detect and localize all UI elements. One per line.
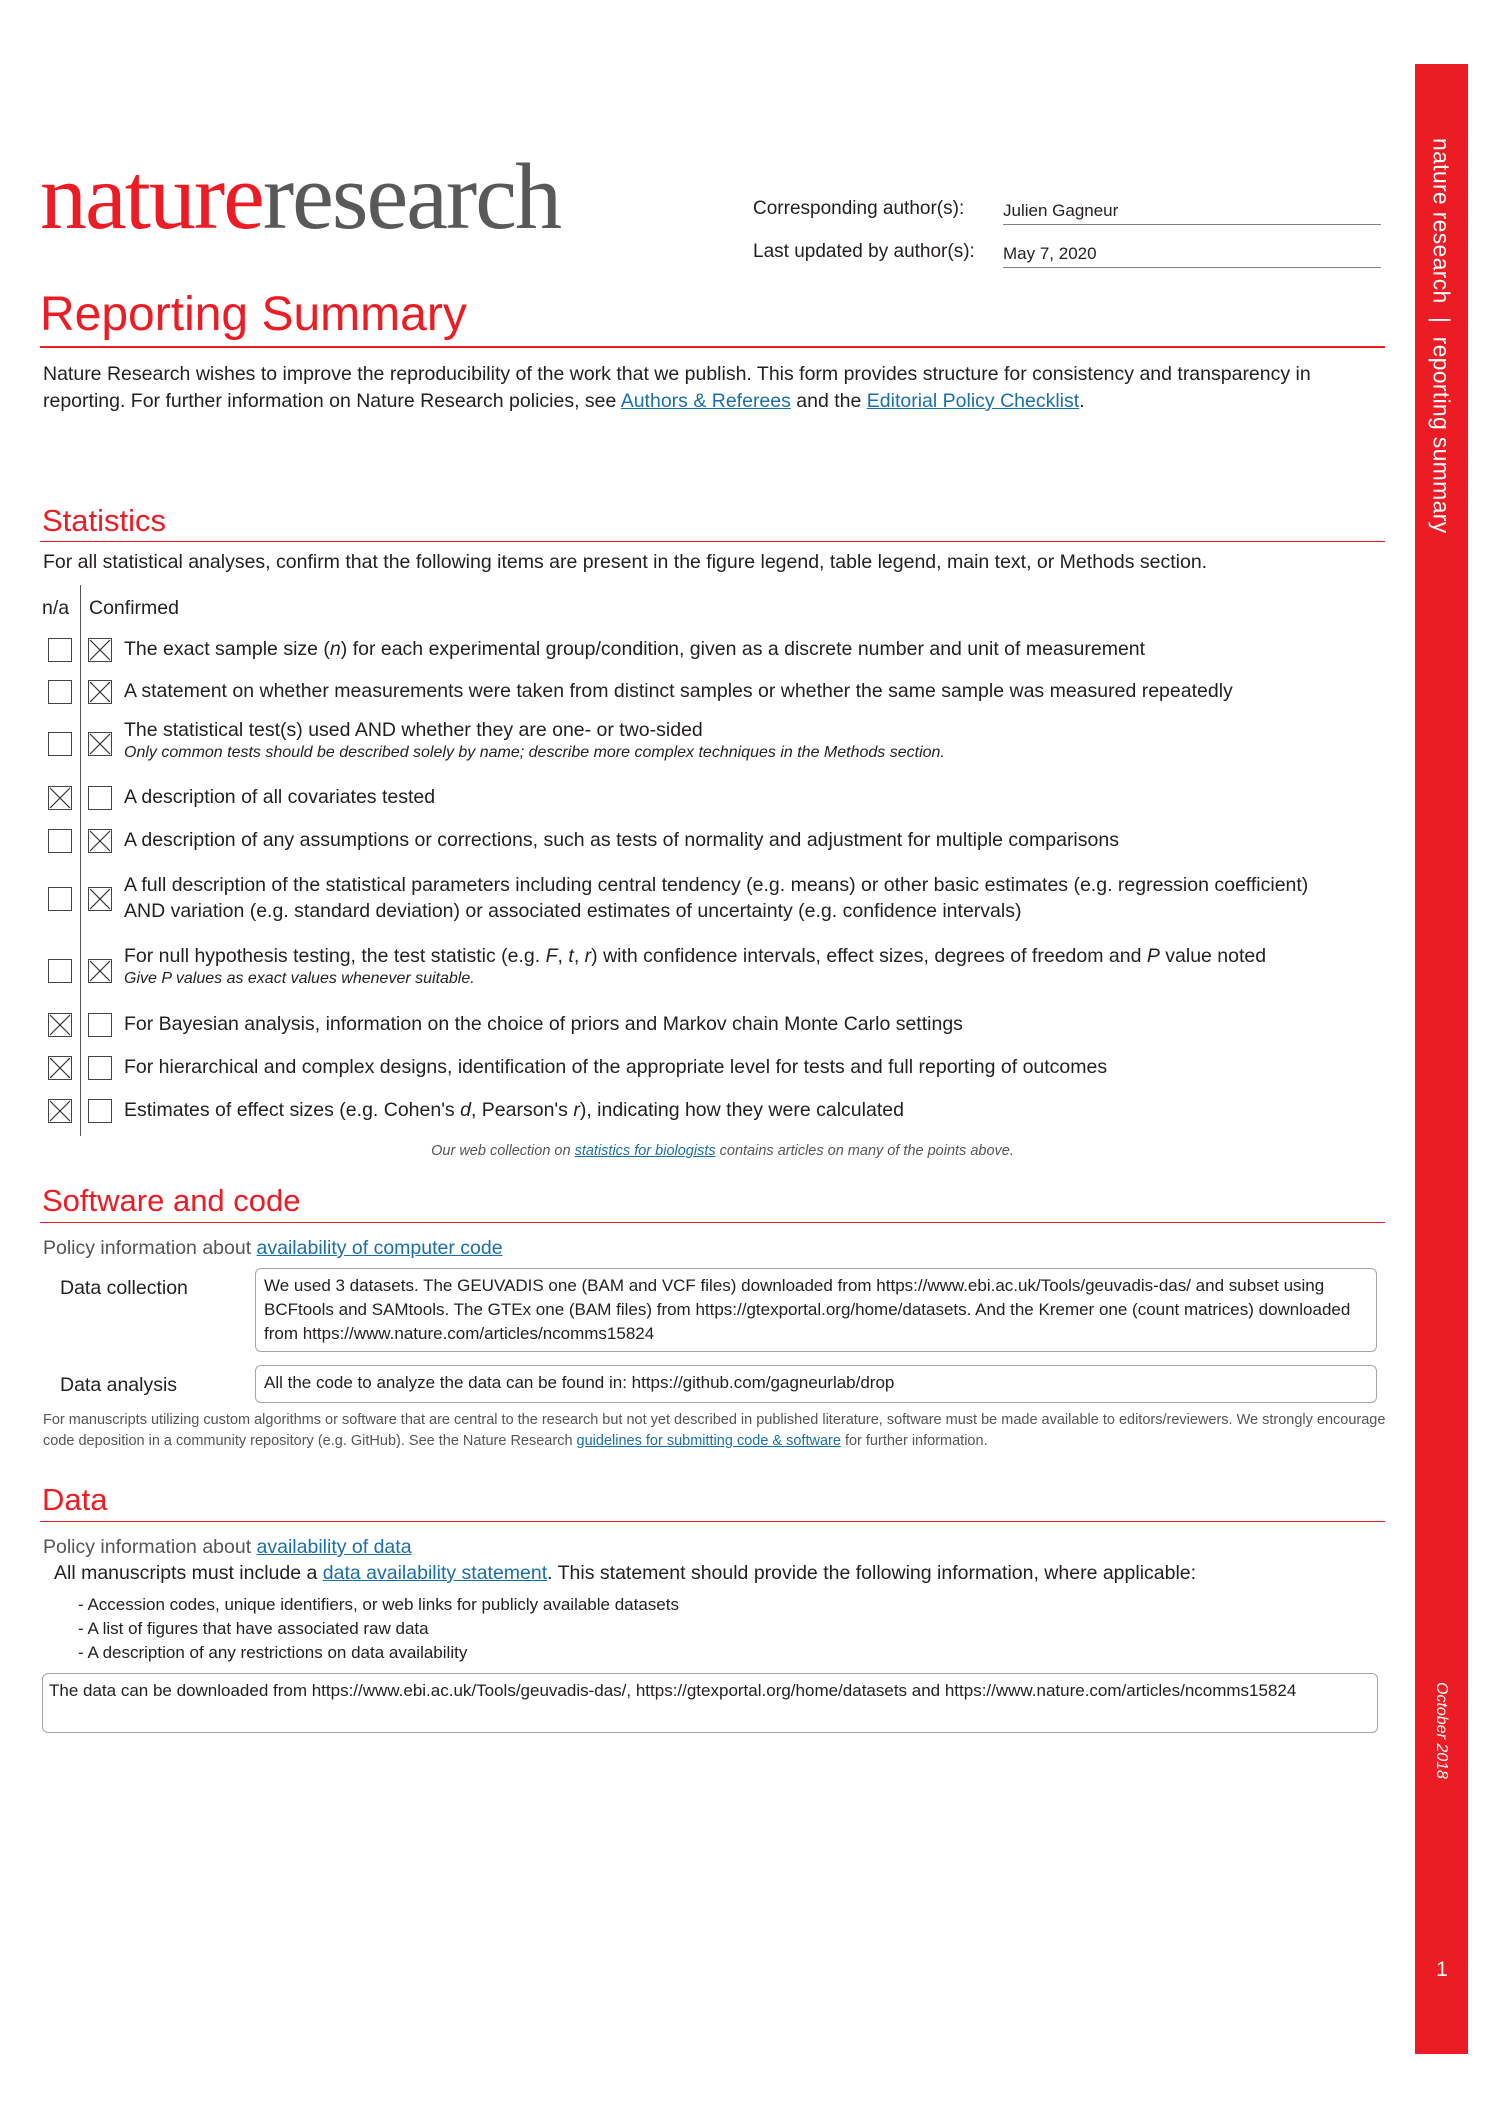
statistics-item-4: A description of all covariates tested [124, 786, 436, 808]
na-column-header: n/a [42, 597, 70, 619]
confirmed-checkbox-8[interactable] [88, 1013, 112, 1037]
na-checkbox-4[interactable] [48, 786, 72, 810]
corresponding-author-label: Corresponding author(s): [753, 198, 965, 219]
page-number: 1 [1436, 1958, 1448, 1981]
software-policy-text: Policy information about [43, 1237, 257, 1259]
logo-research: research [262, 145, 560, 249]
confirmed-checkbox-3[interactable] [88, 732, 112, 756]
computer-code-link[interactable]: availability of computer code [256, 1237, 503, 1259]
item-3-note: Only common tests should be described solely by name; describe more complex techniques in the Methods section. [124, 744, 945, 761]
item-7-em-3: r [584, 945, 592, 967]
confirmed-column-header: Confirmed [89, 597, 179, 619]
check-x-icon [49, 787, 71, 809]
item-1-em: n [329, 638, 341, 660]
software-heading: Software and code [42, 1183, 301, 1218]
confirmed-checkbox-6[interactable] [88, 887, 112, 911]
item-10-text-a: Estimates of effect sizes (e.g. Cohen's [124, 1099, 461, 1121]
confirmed-checkbox-10[interactable] [88, 1099, 112, 1123]
na-checkbox-9[interactable] [48, 1056, 72, 1080]
data-availability-field[interactable]: The data can be downloaded from https://www.ebi.ac.uk/Tools/geuvadis-das/, https://gtexportal.org/home/datasets and https://www.nature.com/articles/ncomms15824 [42, 1673, 1378, 1733]
item-7-note: Give P values as exact values whenever suitable. [124, 970, 475, 987]
check-x-icon [89, 888, 111, 910]
editorial-policy-link[interactable]: Editorial Policy Checklist [866, 390, 1080, 412]
statistics-item-3 [124, 717, 945, 763]
software-divider [40, 1222, 1385, 1223]
list-item: - Accession codes, unique identifiers, or web links for publicly available datasets [78, 1595, 679, 1614]
corresponding-author-field[interactable]: Julien Gagneur [1003, 201, 1381, 225]
software-note [43, 1410, 1393, 1452]
confirmed-checkbox-5[interactable] [88, 829, 112, 853]
item-1-text-b: ) for each experimental group/condition, given as a discrete number and unit of measurement [340, 638, 1146, 660]
confirmed-checkbox-2[interactable] [88, 680, 112, 704]
data-policy [43, 1536, 412, 1559]
item-10-em-2: r [573, 1099, 580, 1121]
na-checkbox-10[interactable] [48, 1099, 72, 1123]
statistics-for-biologists-link[interactable]: statistics for biologists [574, 1143, 716, 1159]
intro-text-3: . [1079, 390, 1085, 412]
na-checkbox-1[interactable] [48, 638, 72, 662]
item-7-sep-1: , [557, 945, 569, 967]
data-policy-text: Policy information about [43, 1536, 257, 1558]
check-x-icon [89, 960, 111, 982]
item-7-sep-2: , [573, 945, 585, 967]
item-7-text-b: ) with confidence intervals, effect sizes, degrees of freedom and [591, 945, 1147, 967]
column-divider [80, 585, 81, 1136]
check-x-icon [89, 733, 111, 755]
statistics-intro: For all statistical analyses, confirm that the following items are present in the figure legend, table legend, main text, or Methods section. [43, 551, 1208, 573]
list-item: - A description of any restrictions on data availability [78, 1643, 468, 1662]
item-7-text-c: value noted [1159, 945, 1267, 967]
intro-paragraph [43, 361, 1388, 415]
confirmed-checkbox-9[interactable] [88, 1056, 112, 1080]
statistics-item-8: For Bayesian analysis, information on the choice of priors and Markov chain Monte Carlo settings [124, 1013, 963, 1035]
availability-of-data-link[interactable]: availability of data [256, 1536, 412, 1558]
na-checkbox-2[interactable] [48, 680, 72, 704]
check-x-icon [89, 681, 111, 703]
data-requirement [54, 1562, 1196, 1585]
check-x-icon [49, 1100, 71, 1122]
data-analysis-field[interactable]: All the code to analyze the data can be found in: https://github.com/gagneurlab/drop [255, 1365, 1377, 1403]
item-6-text-2: AND variation (e.g. standard deviation) or associated estimates of uncertainty (e.g. confidence intervals) [124, 900, 1022, 922]
data-heading: Data [42, 1482, 108, 1517]
intro-text-2: and the [790, 390, 867, 412]
list-item: - A list of figures that have associated raw data [78, 1619, 429, 1638]
authors-referees-link[interactable]: Authors & Referees [620, 390, 791, 412]
nature-research-logo [40, 145, 560, 249]
item-3-text: The statistical test(s) used AND whether they are one- or two-sided [124, 719, 703, 741]
check-x-icon [89, 830, 111, 852]
code-guidelines-link[interactable]: guidelines for submitting code & software [576, 1433, 841, 1449]
data-availability-statement-link[interactable]: data availability statement [322, 1562, 548, 1584]
side-bar-title: nature research | reporting summary [1428, 138, 1455, 534]
intro-text-1: Nature Research wishes to improve the reproducibility of the work that we publish. This form provides structure for consistency and transparency in reporting. For further information on Nature Research policies, see [43, 363, 1311, 412]
statistics-item-1 [124, 636, 1145, 662]
check-x-icon [89, 639, 111, 661]
statistics-item-5: A description of any assumptions or corrections, such as tests of normality and adjustment for multiple comparisons [124, 829, 1119, 851]
data-collection-label: Data collection [60, 1277, 188, 1299]
item-7-em-1: F [545, 945, 558, 967]
software-note-text-a: For manuscripts utilizing custom algorithms or software that are central to the research but not yet described in published literature, software must be made available to editors/reviewers. We strongly encourage code deposition in a community repository (e.g. GitHub). See the Nature Research [43, 1412, 1386, 1449]
statistics-web-note [0, 1143, 1445, 1159]
data-divider [40, 1521, 1385, 1522]
last-updated-label: Last updated by author(s): [753, 241, 975, 262]
data-analysis-label: Data analysis [60, 1374, 178, 1396]
item-6-text: A full description of the statistical parameters including central tendency (e.g. means) or other basic estimates (e.g. regression coefficient) [124, 874, 1309, 896]
statistics-item-9: For hierarchical and complex designs, identification of the appropriate level for tests and full reporting of outcomes [124, 1056, 1108, 1078]
statistics-item-7 [124, 943, 1266, 989]
software-note-text-b: for further information. [840, 1433, 988, 1449]
page-title: Reporting Summary [40, 288, 467, 341]
item-7-em-2: t [568, 945, 574, 967]
last-updated-field[interactable]: May 7, 2020 [1003, 244, 1381, 268]
statistics-item-10 [124, 1097, 904, 1123]
logo-nature: nature [40, 145, 263, 249]
statistics-item-6 [124, 872, 1308, 924]
confirmed-checkbox-7[interactable] [88, 959, 112, 983]
item-10-text-c: ), indicating how they were calculated [579, 1099, 904, 1121]
statistics-heading: Statistics [42, 503, 167, 538]
data-collection-field[interactable]: We used 3 datasets. The GEUVADIS one (BAM and VCF files) downloaded from https://www.ebi.ac.uk/Tools/geuvadis-das/ and subset using BCFtools and SAMtools. The GTEx one (BAM files) from https://gtexportal.org/home/datasets. And the Kremer one (count matrices) downloaded from https://www.nature.com/articles/ncomms15824 [255, 1268, 1377, 1352]
na-checkbox-5[interactable] [48, 829, 72, 853]
na-checkbox-3[interactable] [48, 732, 72, 756]
item-10-em-1: d [460, 1099, 471, 1121]
data-req-text-b: . This statement should provide the following information, where applicable: [547, 1562, 1197, 1584]
confirmed-checkbox-4[interactable] [88, 786, 112, 810]
na-checkbox-7[interactable] [48, 959, 72, 983]
check-x-icon [49, 1057, 71, 1079]
check-x-icon [49, 1014, 71, 1036]
item-7-em-4: P [1146, 945, 1160, 967]
title-divider [40, 346, 1385, 348]
side-bar-date: October 2018 [1433, 1682, 1450, 1779]
data-requirement-list [78, 1593, 679, 1665]
statistics-item-2: A statement on whether measurements were taken from distinct samples or whether the same sample was measured repeatedly [124, 680, 1233, 702]
item-1-text-a: The exact sample size ( [124, 638, 330, 660]
item-7-text-a: For null hypothesis testing, the test statistic (e.g. [124, 945, 546, 967]
confirmed-checkbox-1[interactable] [88, 638, 112, 662]
web-note-text-b: contains articles on many of the points above. [715, 1143, 1014, 1159]
statistics-divider [40, 541, 1385, 542]
software-policy [43, 1237, 503, 1260]
item-10-text-b: , Pearson's [470, 1099, 574, 1121]
na-checkbox-8[interactable] [48, 1013, 72, 1037]
web-note-text-a: Our web collection on [431, 1143, 575, 1159]
data-req-text-a: All manuscripts must include a [54, 1562, 323, 1584]
na-checkbox-6[interactable] [48, 887, 72, 911]
